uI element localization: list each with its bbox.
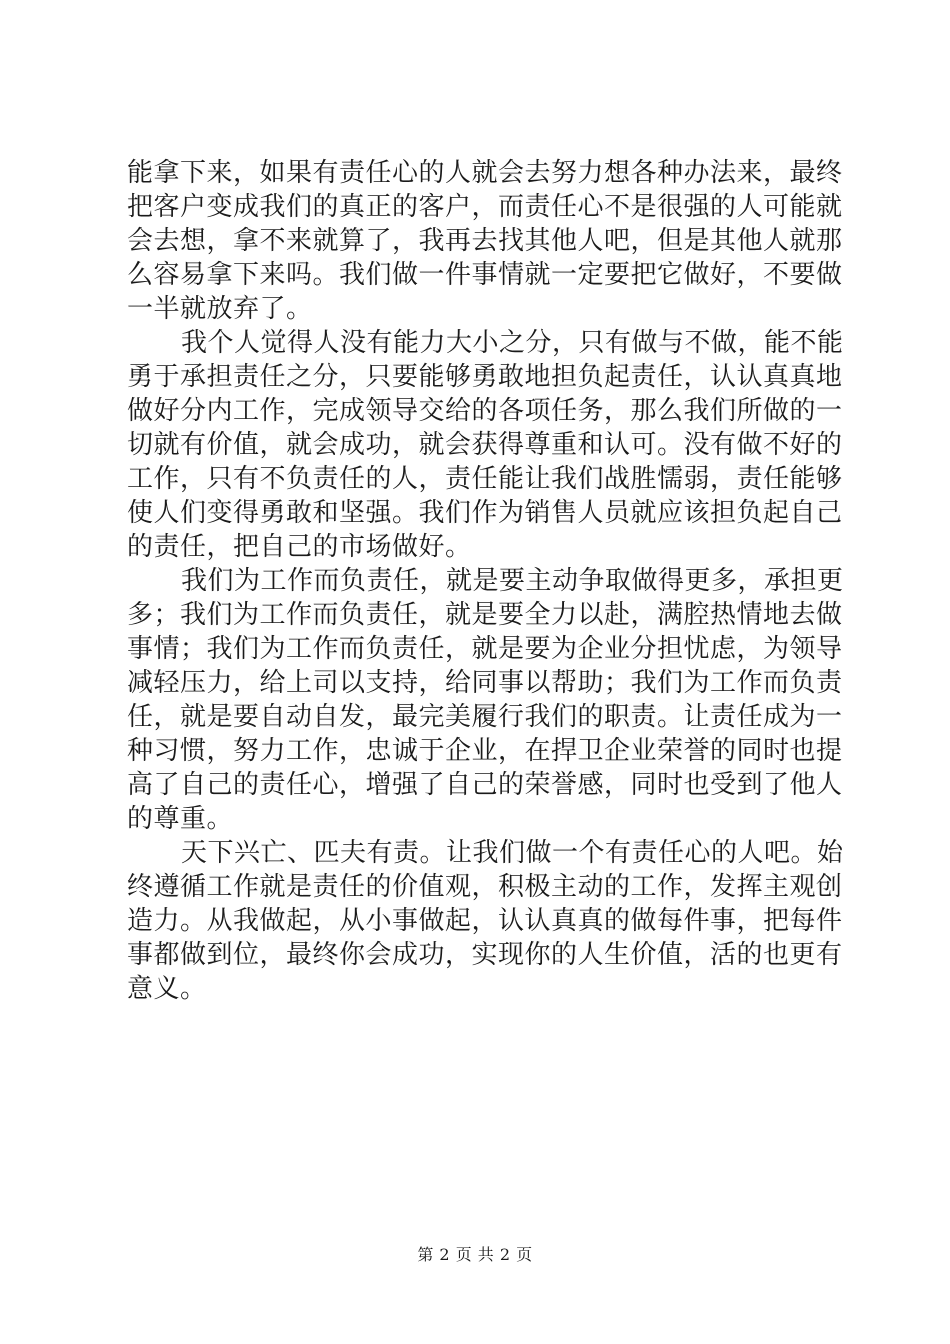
text-line: 我们为工作而负责任，就是要主动争取做得更多，承担更 — [181, 566, 844, 596]
text-line: 天下兴亡、匹夫有责。让我们做一个有责任心的人吧。始 — [181, 838, 844, 868]
text-line: 切就有价值，就会成功，就会获得尊重和认可。没有做不好的 — [127, 430, 843, 460]
paragraph — [127, 836, 844, 1006]
text-line: 我个人觉得人没有能力大小之分，只有做与不做，能不能 — [181, 328, 844, 358]
text-line: 的尊重。 — [127, 804, 234, 834]
page-number-footer: 第 2 页 共 2 页 — [417, 1245, 533, 1264]
text-line: 做好分内工作，完成领导交给的各项任务，那么我们所做的一 — [127, 396, 843, 426]
text-line: 么容易拿下来吗。我们做一件事情就一定要把它做好，不要做 — [127, 260, 843, 290]
paragraph — [127, 564, 844, 836]
text-line: 会去想，拿不来就算了，我再去找其他人吧，但是其他人就那 — [127, 226, 843, 256]
text-line: 多；我们为工作而负责任，就是要全力以赴，满腔热情地去做 — [127, 600, 843, 630]
text-line: 意义。 — [127, 974, 207, 1004]
text-line: 造力。从我做起，从小事做起，认认真真的做每件事，把每件 — [127, 906, 843, 936]
text-line: 能拿下来，如果有责任心的人就会去努力想各种办法来，最终 — [127, 158, 843, 188]
text-line: 减轻压力，给上司以支持，给同事以帮助；我们为工作而负责 — [127, 668, 843, 698]
text-line: 使人们变得勇敢和坚强。我们作为销售人员就应该担负起自己 — [127, 498, 843, 528]
text-line: 把客户变成我们的真正的客户，而责任心不是很强的人可能就 — [127, 192, 843, 222]
paragraph — [127, 326, 844, 564]
text-line: 勇于承担责任之分，只要能够勇敢地担负起责任，认认真真地 — [127, 362, 843, 392]
text-line: 事情；我们为工作而负责任，就是要为企业分担忧虑，为领导 — [127, 634, 843, 664]
text-line: 高了自己的责任心，增强了自己的荣誉感，同时也受到了他人 — [127, 770, 843, 800]
document-body — [127, 156, 844, 1006]
text-line: 终遵循工作就是责任的价值观，积极主动的工作，发挥主观创 — [127, 872, 843, 902]
text-line: 事都做到位，最终你会成功，实现你的人生价值，活的也更有 — [127, 940, 843, 970]
text-line: 的责任，把自己的市场做好。 — [127, 532, 472, 562]
text-line: 任，就是要自动自发，最完美履行我们的职责。让责任成为一 — [127, 702, 843, 732]
text-line: 种习惯，努力工作，忠诚于企业，在捍卫企业荣誉的同时也提 — [127, 736, 843, 766]
text-line: 一半就放弃了。 — [127, 294, 313, 324]
text-line: 工作，只有不负责任的人，责任能让我们战胜懦弱，责任能够 — [127, 464, 843, 494]
paragraph — [127, 156, 843, 326]
